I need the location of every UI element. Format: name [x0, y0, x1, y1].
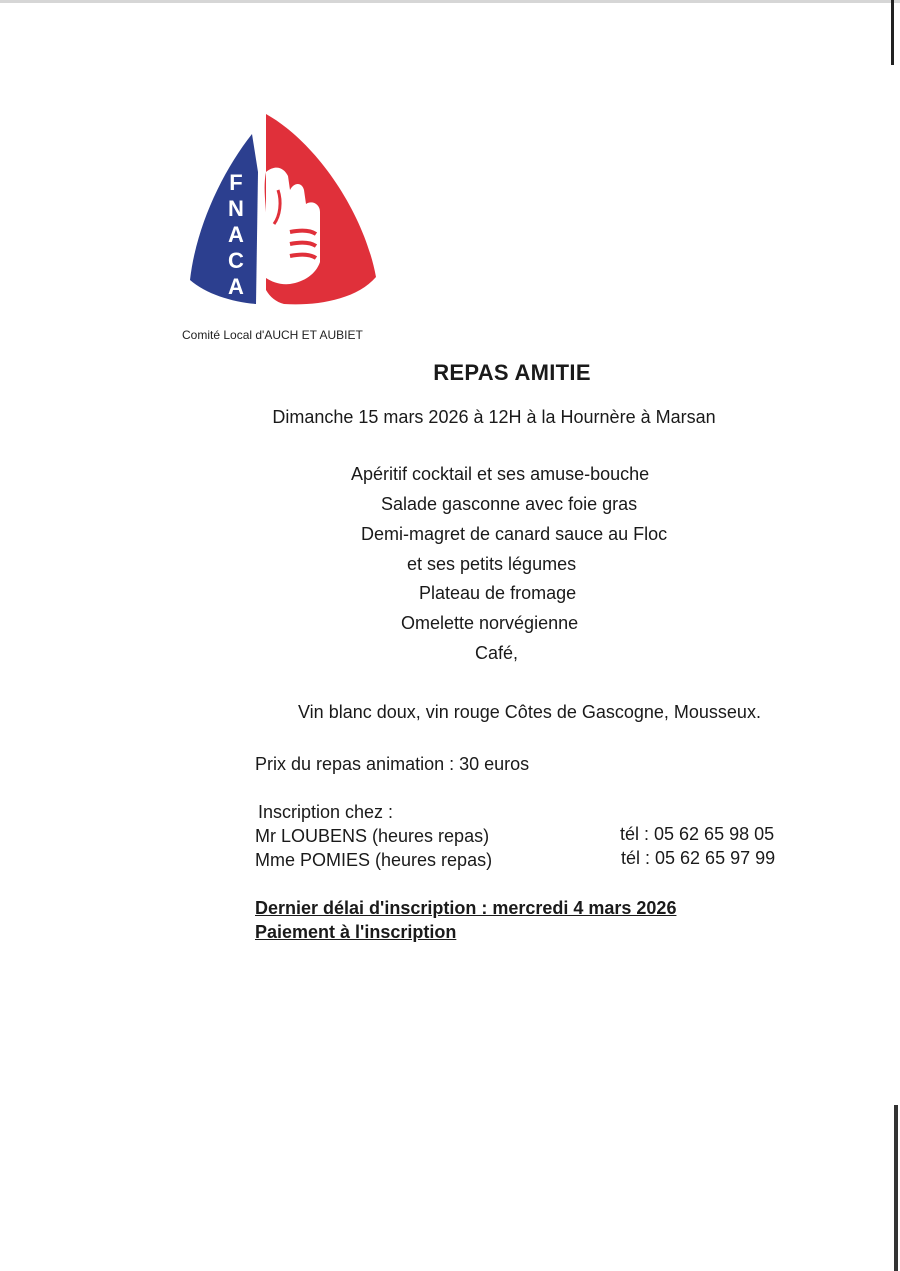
menu-item: Salade gasconne avec foie gras	[381, 494, 638, 514]
scan-edge-right	[891, 0, 894, 65]
price-line: Prix du repas animation : 30 euros	[255, 754, 530, 774]
scan-edge-right-bottom	[894, 1105, 898, 1271]
scan-edge-top	[0, 0, 900, 3]
committee-name: Comité Local d'AUCH ET AUBIET	[182, 328, 363, 342]
registration-heading: Inscription chez :	[258, 802, 394, 822]
registration-deadline: Dernier délai d'inscription : mercredi 4 mars 2026	[255, 898, 677, 918]
menu-item: Demi-magret de canard sauce au Floc	[361, 524, 668, 544]
menu-item: Plateau de fromage	[419, 583, 577, 603]
svg-text:C: C	[228, 248, 244, 273]
contact-phone: tél : 05 62 65 98 05	[620, 824, 775, 844]
event-date-location: Dimanche 15 mars 2026 à 12H à la Hournère à Marsan	[272, 407, 716, 427]
contact-name: Mr LOUBENS (heures repas)	[255, 826, 490, 846]
contact-phone: tél : 05 62 65 97 99	[621, 848, 776, 868]
menu-item: Apéritif cocktail et ses amuse-bouche	[351, 464, 650, 484]
menu-item: et ses petits légumes	[407, 554, 577, 574]
svg-text:N: N	[228, 196, 244, 221]
svg-text:A: A	[228, 274, 244, 299]
wines-line: Vin blanc doux, vin rouge Côtes de Gascogne, Mousseux.	[298, 702, 761, 722]
contact-name: Mme POMIES (heures repas)	[255, 850, 493, 870]
fnaca-logo	[186, 112, 378, 310]
event-title: REPAS AMITIE	[433, 360, 591, 385]
menu-item: Café,	[475, 643, 519, 663]
svg-text:A: A	[228, 222, 244, 247]
menu-item: Omelette norvégienne	[401, 613, 579, 633]
payment-note: Paiement à l'inscription	[255, 922, 457, 942]
svg-text:F: F	[229, 170, 243, 195]
